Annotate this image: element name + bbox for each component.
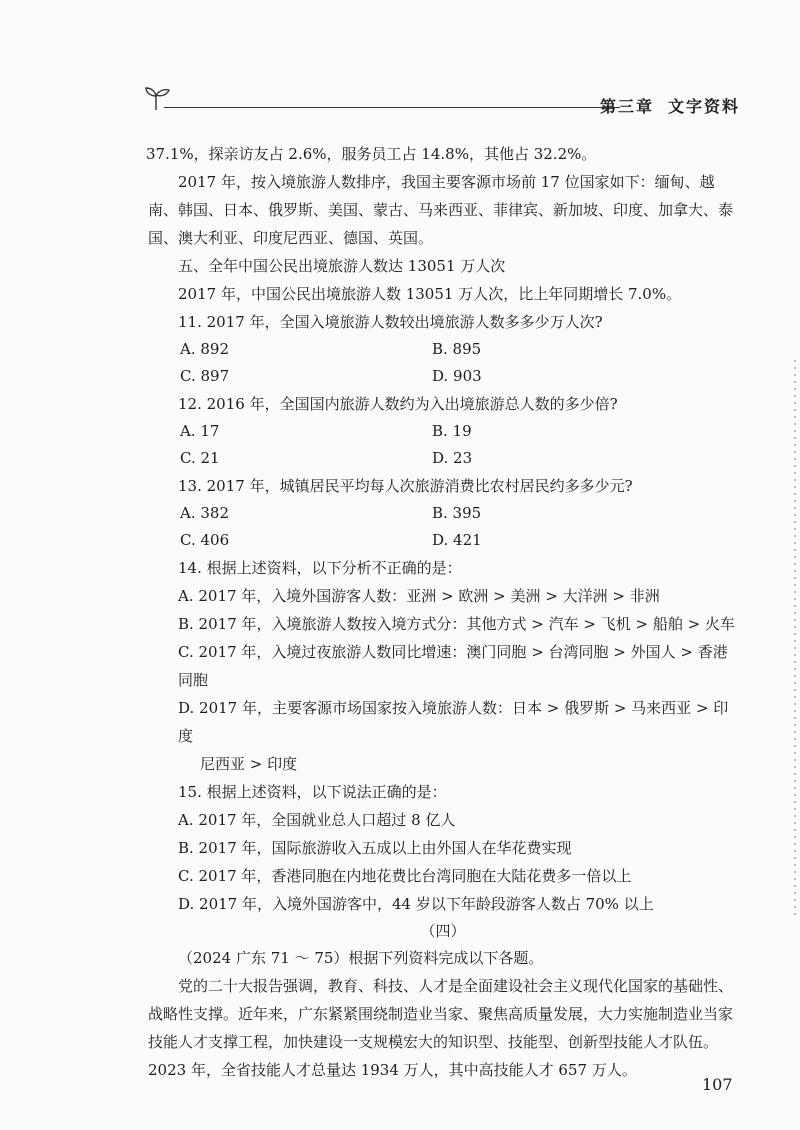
option-a: A. 892 <box>180 340 229 358</box>
chapter-name: 文字资料 <box>667 97 740 116</box>
option-b: B. 2017 年，入境旅游人数按入境方式分：其他方式 > 汽车 > 飞机 > 船舶 > 火车 <box>178 615 735 633</box>
section-heading: 五、全年中国公民出境旅游人数达 13051 万人次 <box>178 257 506 275</box>
question-12: 12. 2016 年，全国国内旅游人数约为入出境旅游总人数的多少倍? <box>178 395 618 413</box>
option-a: A. 2017 年，全国就业总人口超过 8 亿人 <box>178 811 456 829</box>
question-15: 15. 根据上述资料，以下说法正确的是： <box>178 783 447 801</box>
chapter-number: 第三章 <box>599 97 654 116</box>
option-c: C. 406 <box>180 531 230 549</box>
option-a: A. 382 <box>180 504 229 522</box>
option-d: D. 2017 年，主要客源市场国家按入境旅游人数：日本 > 俄罗斯 > 马来西亚 > 印度 <box>178 699 729 745</box>
option-b: B. 2017 年，国际旅游收入五成以上由外国人在华花费实现 <box>178 839 572 857</box>
page-content <box>148 140 738 1084</box>
option-c: C. 2017 年，入境过夜旅游人数同比增速：澳门同胞 > 台湾同胞 > 外国人 > 香港同胞 <box>178 643 728 689</box>
option-b: B. 895 <box>432 340 482 358</box>
options-row <box>148 500 738 527</box>
option-a: A. 2017 年，入境外国游客人数：亚洲 > 欧洲 > 美洲 > 大洋洲 > 非洲 <box>178 587 660 605</box>
option-c: C. 2017 年，香港同胞在内地花费比台湾同胞在大陆花费多一倍以上 <box>178 867 632 885</box>
question-13: 13. 2017 年，城镇居民平均每人次旅游消费比农村居民约多多少元? <box>178 477 633 495</box>
question-14: 14. 根据上述资料，以下分析不正确的是： <box>178 559 462 577</box>
question-11: 11. 2017 年，全国入境旅游人数较出境旅游人数多多少万人次? <box>178 313 603 331</box>
paragraph: 37.1%，探亲访友占 2.6%，服务员工占 14.8%，其他占 32.2%。 <box>146 145 597 163</box>
option-b: B. 395 <box>432 504 482 522</box>
paragraph: 党的二十大报告强调，教育、科技、人才是全面建设社会主义现代化国家的基础性、战略性支撑。近年来，广东紧紧围绕制造业当家、聚焦高质量发展，大力实施制造业当家技能人才支撑工程，加快建设一支规模宏大的知识型、技能型、创新型技能人才队伍。2023 年，全省技能人才总量达 1934 万人，其中高技能人才 657 万人。 <box>148 977 734 1079</box>
options-row <box>148 418 738 445</box>
option-d: D. 23 <box>432 449 473 467</box>
question-intro: （2024 广东 71 ～ 75）根据下列资料完成以下各题。 <box>178 949 544 967</box>
section-marker: （四） <box>420 922 466 940</box>
chapter-title <box>600 94 740 117</box>
option-c: C. 897 <box>180 367 230 385</box>
option-d-continued: 尼西亚 > 印度 <box>200 755 298 773</box>
header-rule <box>164 107 620 108</box>
option-d: D. 421 <box>432 531 482 549</box>
option-a: A. 17 <box>180 422 220 440</box>
option-c: C. 21 <box>180 449 220 467</box>
paragraph: 2017 年，按入境旅游人数排序，我国主要客源市场前 17 位国家如下：缅甸、越南、韩国、日本、俄罗斯、美国、蒙古、马来西亚、菲律宾、新加坡、印度、加拿大、泰国、澳大利亚、印度尼西亚、德国、英国。 <box>148 173 734 247</box>
options-row <box>148 527 738 554</box>
option-d: D. 2017 年，入境外国游客中，44 岁以下年龄段游客人数占 70% 以上 <box>178 895 654 913</box>
options-row <box>148 336 738 363</box>
page-header <box>142 84 740 120</box>
page-number: 107 <box>702 1075 733 1094</box>
paragraph: 2017 年，中国公民出境旅游人数 13051 万人次，比上年同期增长 7.0%。 <box>178 285 682 303</box>
option-d: D. 903 <box>432 367 482 385</box>
option-b: B. 19 <box>432 422 472 440</box>
options-row <box>148 445 738 472</box>
scan-artifact <box>794 360 796 920</box>
options-row <box>148 363 738 390</box>
